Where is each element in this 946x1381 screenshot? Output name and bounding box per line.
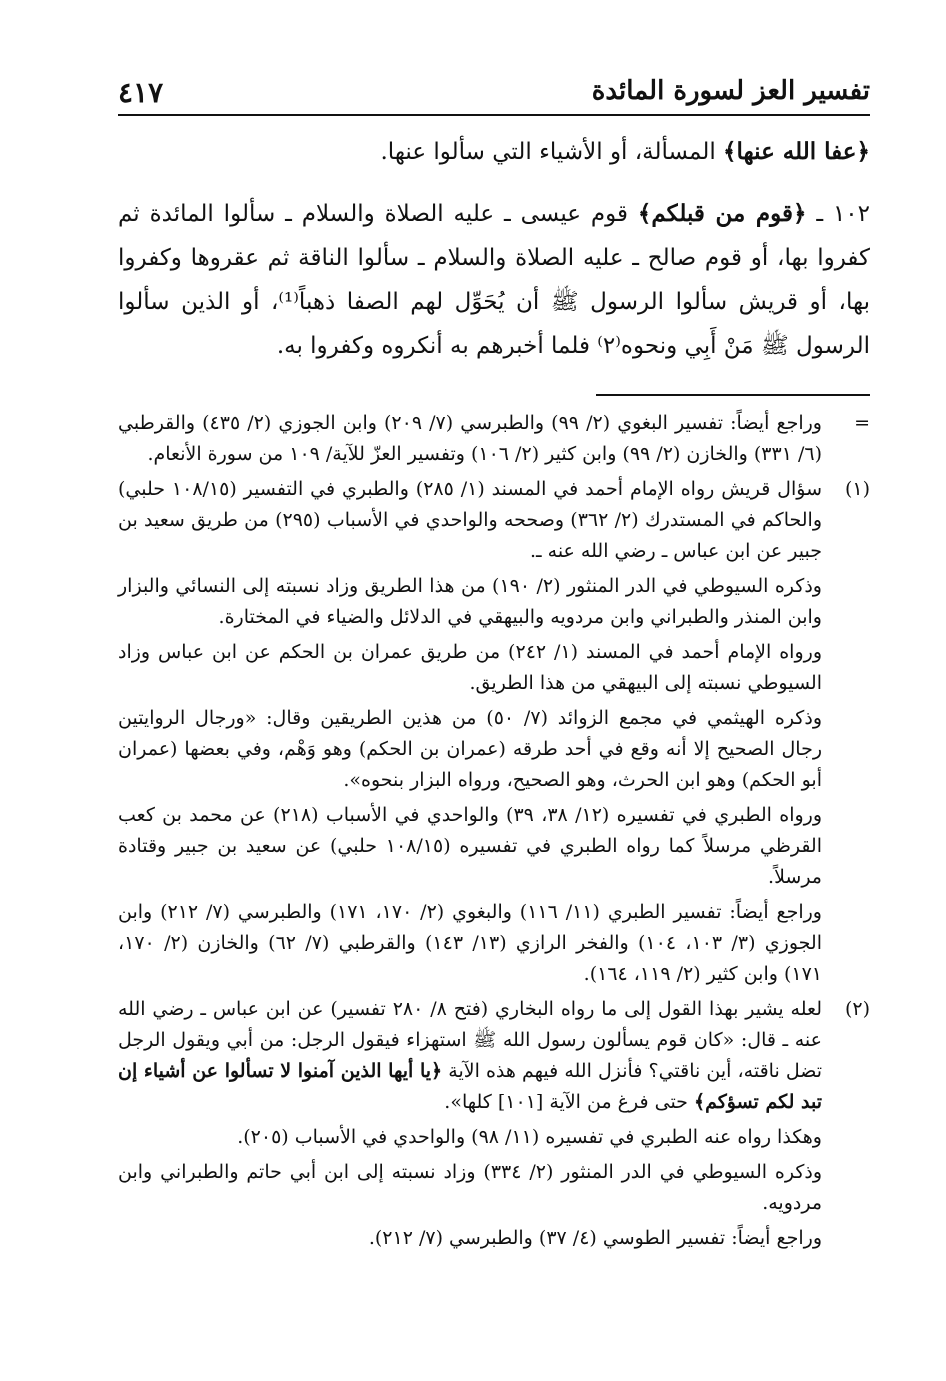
footnote-text [118, 994, 822, 1118]
footnote-1 [118, 474, 870, 990]
footnote-mark: = [854, 412, 870, 434]
quranic-phrase: ﴿عفا الله عنها﴾ [723, 138, 870, 165]
quranic-verse: ﴿يا أيها الذين آمنوا لا تسألوا عن أشياء إن تبد لكم تسؤكم﴾ [118, 1060, 822, 1113]
running-header [118, 70, 870, 116]
footnote-text: سؤال قريش رواه الإمام أحمد في المسند (١/ ٢٨٥) والطبري في التفسير (١٠٨/١٥ حلبي) والحاكم في المستدرك (٢/ ٣٦٢) وصححه والواحدي في الأسباب (٢٩٥) من طريق سعيد بن جبير عن ابن عباس ـ رضي الله عنه ـ. [118, 478, 822, 562]
footnote-text: وراجع أيضاً: تفسير البغوي (٢/ ٩٩) والطبرسي (٧/ ٢٠٩) وابن الجوزي (٢/ ٤٣٥) والقرطبي (٦/ ٣٣١) والخازن (٢/ ٩٩) وابن كثير (٢/ ١٠٦) وتفسير العزّ للآية/ ١٠٩ من سورة الأنعام. [118, 412, 822, 465]
footnote-text: وذكره السيوطي في الدر المنثور (٢/ ٣٣٤) وزاد نسبته إلى ابن أبي حاتم والطبراني وابن مردويه. [118, 1161, 823, 1214]
footnote-text: ورواه الطبري في تفسيره (١٢/ ٣٨، ٣٩) والواحدي في الأسباب (٢١٨) عن محمد بن كعب القرظي مرسلاً كما رواه الطبري في تفسيره (١٠٨/١٥ حلبي) عن سعيد بن جبير وقتادة مرسلاً. [118, 804, 823, 888]
footnote-text-part: لعله يشير بهذا القول إلى ما رواه البخاري (فتح ٨/ ٢٨٠ تفسير) عن ابن عباس ـ رضي الله عنه ـ قال: «كان قوم يسألون رسول الله ﷺ استهزاء فيقول الرجل: من أبي ويقول الرجل تضل ناقته، أين ناقتي؟ فأنزل الله فيهم هذه الآية [118, 998, 822, 1082]
footnote-mark: (٢) [844, 998, 870, 1020]
running-title: تفسير العز لسورة المائدة [591, 76, 870, 106]
commentary-paragraph-1 [118, 130, 870, 174]
verse-number: ١٠٢ ـ [806, 201, 870, 227]
footnotes [118, 408, 870, 1258]
commentary-paragraph-2 [118, 192, 870, 368]
quranic-phrase: ﴿قوم من قبلكم﴾ [637, 200, 807, 227]
footnote-continued [118, 408, 870, 470]
footnote-separator [596, 394, 870, 396]
footnote-text: وهكذا رواه عنه الطبري في تفسيره (١١/ ٩٨) والواحدي في الأسباب (٢٠٥). [237, 1126, 822, 1148]
footnote-text-part: حتى فرغ من الآية [١٠١] كلها». [444, 1091, 694, 1113]
footnote-text: وذكره الهيثمي في مجمع الزوائد (٧/ ٥٠) من هذين الطريقين وقال: «ورجال الروايتين رجال الصحيح إلا أنه وقع في أحد طرقه (عمران بن الحكم) وهو وَهْم، وفي بعضها (عمران أبو الحكم) وهو ابن الحرث، وهو الصحيح، ورواه البزار بنحوه». [118, 707, 822, 791]
footnote-text: ورواه الإمام أحمد في المسند (١/ ٢٤٢) من طريق عمران بن الحكم عن ابن عباس وزاد السيوطي نسبته إلى البيهقي من هذا الطريق. [118, 641, 822, 694]
main-text [118, 130, 870, 368]
footnote-text: وراجع أيضاً: تفسير الطوسي (٤/ ٣٧) والطبرسي (٧/ ٢١٢). [368, 1227, 822, 1249]
footnote-text: وذكره السيوطي في الدر المنثور (٢/ ١٩٠) من هذا الطريق وزاد نسبته إلى النسائي والبزار وابن المنذر والطبراني وابن مردويه والبيهقي في الدلائل والضياء في المختارة. [118, 575, 822, 628]
footnote-mark: (١) [844, 478, 870, 500]
footnote-2 [118, 994, 870, 1254]
page-number: ٤١٧ [118, 76, 164, 109]
commentary-text: قوم عيسى ـ عليه الصلاة والسلام ـ سألوا المائدة ثم كفروا بها، أو قوم صالح ـ عليه الصلاة والسلام ـ سألوا الناقة ثم عقروها وكفروا بها، أو قريش سألوا الرسول ﷺ أن يُحَوِّل لهم الصفا ذهباً⁽¹⁾، أو الذين سألوا الرسول ﷺ مَنْ أَبِي ونحوه⁽٢⁾ فلما أخبرهم به أنكروه وكفروا به. [118, 201, 870, 359]
commentary-text: المسألة، أو الأشياء التي سألوا عنها. [380, 139, 724, 165]
footnote-text: وراجع أيضاً: تفسير الطبري (١١/ ١١٦) والبغوي (٢/ ١٧٠، ١٧١) والطبرسي (٧/ ٢١٢) وابن الجوزي (٣/ ١٠٣، ١٠٤) والفخر الرازي (١٣/ ١٤٣) والقرطبي (٧/ ٦٢) والخازن (٢/ ١٧٠، ١٧١) وابن كثير (٢/ ١١٩، ١٦٤). [118, 901, 822, 985]
